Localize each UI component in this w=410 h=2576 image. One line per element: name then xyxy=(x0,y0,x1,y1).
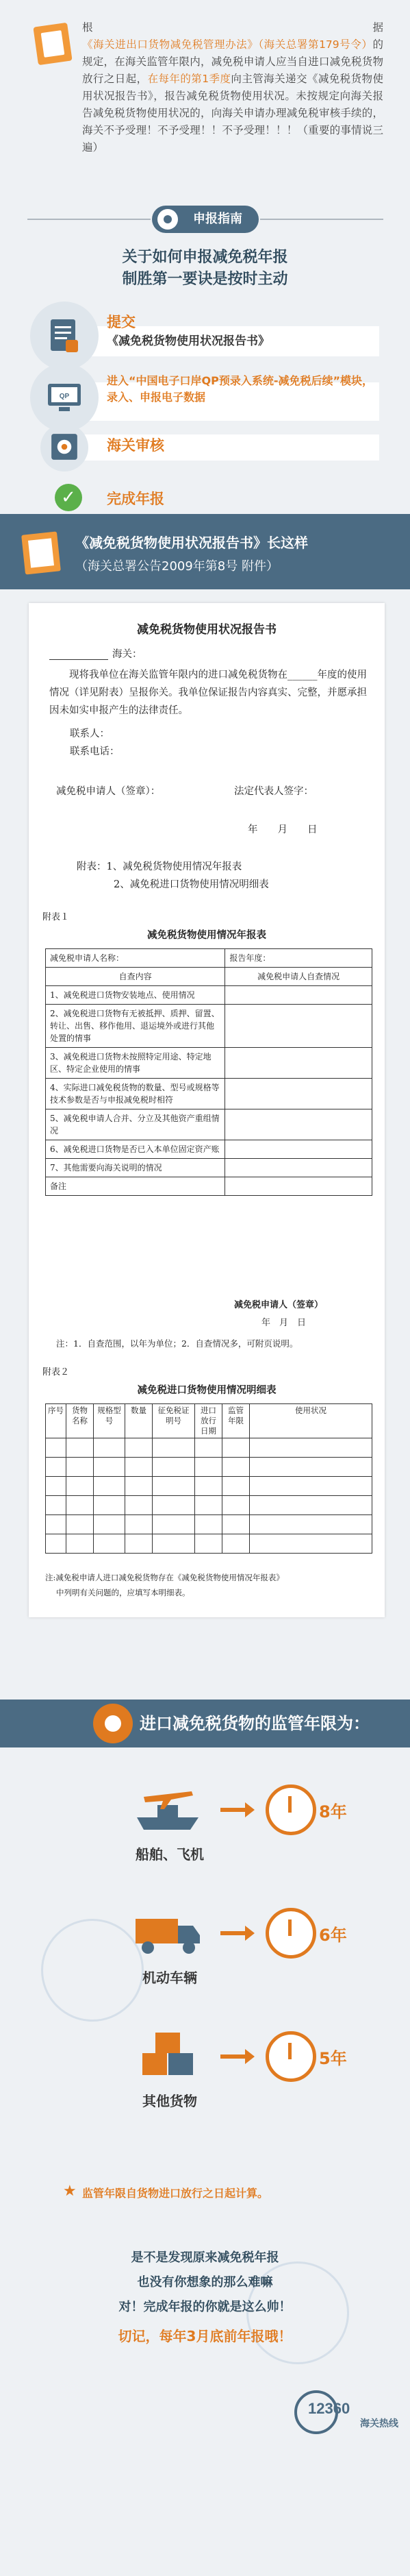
step-label: 完成年报 xyxy=(107,491,164,507)
arrow-right-icon xyxy=(220,2049,255,2064)
closing-line: 对！完成年报的你就是这么帅！ xyxy=(118,2300,292,2314)
report-header-title: 《减免税货物使用状况报告书》长这样 xyxy=(75,535,308,551)
step-submit xyxy=(30,302,379,370)
table2-header: 货物名称 xyxy=(66,1404,94,1438)
law-reference: 《海关进出口货物减免税管理办法》（海关总署第179号令） xyxy=(82,38,373,51)
form-applicant: 减免税申请人（签章）： xyxy=(56,786,161,797)
period-item-name: 机动车辆 xyxy=(142,1970,197,1986)
table-row: 2、减免税进口货物有无被抵押、质押、留置、转让、出售、移作他用、退运境外或进行其他处置的情事 xyxy=(46,1005,372,1048)
intro-section xyxy=(0,0,410,178)
table2-header: 使用状况 xyxy=(250,1404,372,1438)
computer-icon xyxy=(45,378,84,417)
table1-title: 减免税货物使用情况年报表 xyxy=(147,929,266,941)
step-label: 海关审核 xyxy=(107,437,164,454)
customs-hotline-logo: 12360 海关热线 xyxy=(294,2385,404,2440)
table1-header: 自查内容 xyxy=(46,968,225,986)
badge-dot-icon xyxy=(157,209,178,230)
attachment-2-heading: 附表２ xyxy=(42,1367,70,1377)
table1-sign: 减免税申请人（签章） xyxy=(234,1300,324,1310)
boxes-icon xyxy=(130,2028,205,2083)
period-years: 5年 xyxy=(319,2049,347,2068)
step-sublabel: 《减免税货物使用状况报告书》 xyxy=(107,334,270,348)
table1-year-label: 报告年度： xyxy=(225,949,372,968)
clock-icon xyxy=(266,1784,316,1835)
table2-note-1: 注:减免税申请人进口减免税货物存在《减免税货物使用情况年报表》 xyxy=(45,1573,284,1582)
step-finish-report xyxy=(30,480,379,521)
period-item-ship xyxy=(0,1775,410,1885)
table-row xyxy=(46,1477,372,1496)
table-row xyxy=(46,1438,372,1458)
period-item-other xyxy=(0,2022,410,2131)
divider xyxy=(27,219,151,220)
usage-annual-report-table xyxy=(45,948,372,1196)
closing-line: 也没有你想象的那么难嘛 xyxy=(137,2275,273,2290)
table1-applicant-label: 减免税申请人名称： xyxy=(46,949,225,968)
table-row xyxy=(46,1534,372,1554)
table1-date: 年 月 日 xyxy=(261,1318,307,1328)
step-customs-review xyxy=(30,424,379,478)
period-item-name: 其他货物 xyxy=(142,2093,197,2109)
table-row: 3、减免税进口货物未按照特定用途、特定地区、特定企业使用的情事 xyxy=(46,1048,372,1079)
report-form-paper xyxy=(29,603,385,1617)
guide-title: 关于如何申报减免税年报 制胜第一要诀是按时主动 xyxy=(122,249,288,288)
step-label: 进入“中国电子口岸QP预录入系统-减免税后续”模块，录入、申报电子数据 xyxy=(107,374,374,404)
guide-badge: 申报指南 xyxy=(152,206,259,233)
period-banner xyxy=(0,1700,410,1747)
report-document-icon xyxy=(45,317,84,355)
table-row xyxy=(46,1496,372,1515)
table-row: 4、实际进口减免税货物的数量、型号或规格等技术参数是否与申报减免税时相符 xyxy=(46,1079,372,1109)
star-icon: ★ xyxy=(63,2183,77,2200)
report-document-icon xyxy=(21,531,61,574)
arrow-right-icon xyxy=(220,1802,255,1817)
closing-line: 是不是发现原来减免税年报 xyxy=(131,2250,279,2265)
table1-header: 减免税申请人自查情况 xyxy=(225,968,372,986)
truck-icon xyxy=(130,1905,205,1960)
form-attachment-1: 附表：1、减免税货物使用情况年报表 xyxy=(77,861,242,872)
report-header-subtitle: （海关总署公告2009年第8号 附件） xyxy=(75,559,279,574)
table2-note-2: 中列明有关问题的，应填写本明细表。 xyxy=(56,1588,190,1597)
table-row xyxy=(46,1515,372,1534)
period-item-vehicle xyxy=(0,1898,410,2008)
supervision-period-section xyxy=(0,1700,410,2576)
period-title: 进口减免税货物的监管年限为： xyxy=(140,1714,370,1733)
ship-plane-icon xyxy=(130,1782,205,1837)
form-addressee: 海关： xyxy=(49,646,371,663)
table-row: 1、减免税进口货物安装地点、使用情况 xyxy=(46,986,372,1005)
table2-title: 减免税进口货物使用情况明细表 xyxy=(137,1384,277,1396)
form-title: 减免税货物使用状况报告书 xyxy=(137,623,277,637)
period-item-name: 船舶、飞机 xyxy=(136,1846,204,1863)
table1-note: 注：1．自查范围，以年为单位；2．自查情况多，可附页说明。 xyxy=(56,1338,298,1349)
table-row: 5、减免税申请人合并、分立及其他资产重组情况 xyxy=(46,1109,372,1140)
intro-text: 根据《海关进出口货物减免税管理办法》（海关总署第179号令）的规定，在海关监管年限内，减免税申请人应当自进口减免税货物放行之日起，在每年的第1季度向主管海关递交《减免税货物使用状况报告书》，报告减免税货物使用状况。未按规定向海关报告减免税货物使用状况的，向海关申请办理减免税审核手续的，海关不予受理！不予受理！！不予受理！！！（重要的事情说三遍） xyxy=(82,21,383,154)
table2-header: 进口放行日期 xyxy=(195,1404,222,1438)
attachment-1-heading: 附表１ xyxy=(42,912,70,922)
step-label: 提交 xyxy=(107,314,136,330)
step-enter-system xyxy=(30,363,379,432)
closing-reminder: 切记，每年3月底前年报哦！ xyxy=(118,2328,292,2344)
table-row xyxy=(46,1458,372,1477)
usage-detail-table xyxy=(45,1403,372,1554)
clock-icon xyxy=(266,1908,316,1959)
form-contact: 联系人： xyxy=(70,728,110,739)
svg-text:QP: QP xyxy=(59,393,70,400)
table2-header: 征免税证明号 xyxy=(153,1404,195,1438)
form-date: 年 月 日 xyxy=(248,824,318,835)
form-body: 现将我单位在海关监管年限内的进口减免税货物在______年度的使用情况（详见附表）呈报你关。我单位保证报告内容真实、完整，并愿承担因未如实申报产生的法律责任。 xyxy=(49,670,367,716)
table2-header: 规格型号 xyxy=(94,1404,125,1438)
table2-header: 数量 xyxy=(125,1404,153,1438)
period-note: 监管年限自货物进口放行之日起计算。 xyxy=(82,2187,269,2200)
deadline-highlight: 在每年的第1季度 xyxy=(147,73,231,85)
table-row: 7、其他需要向海关说明的情况 xyxy=(46,1159,372,1177)
period-years: 6年 xyxy=(319,1926,347,1945)
divider xyxy=(260,219,383,220)
arrow-right-icon xyxy=(220,1926,255,1941)
checkmark-icon: ✓ xyxy=(55,484,82,511)
form-legal-rep: 法定代表人签字： xyxy=(234,786,313,797)
clock-icon xyxy=(266,2031,316,2082)
table-row: 备注 xyxy=(46,1177,372,1196)
table-row: 6、减免税进口货物是否已入本单位固定资产账 xyxy=(46,1140,372,1159)
table2-header: 序号 xyxy=(46,1404,66,1438)
clock-badge-icon xyxy=(93,1704,133,1743)
period-years: 8年 xyxy=(319,1802,347,1821)
report-header xyxy=(0,514,410,589)
form-attachment-2: 2、减免税进口货物使用情况明细表 xyxy=(114,879,269,890)
form-phone: 联系电话： xyxy=(70,746,120,757)
table2-header: 监管年限 xyxy=(222,1404,250,1438)
review-icon xyxy=(48,430,81,463)
document-icon xyxy=(33,23,72,65)
guide-header xyxy=(0,206,410,233)
